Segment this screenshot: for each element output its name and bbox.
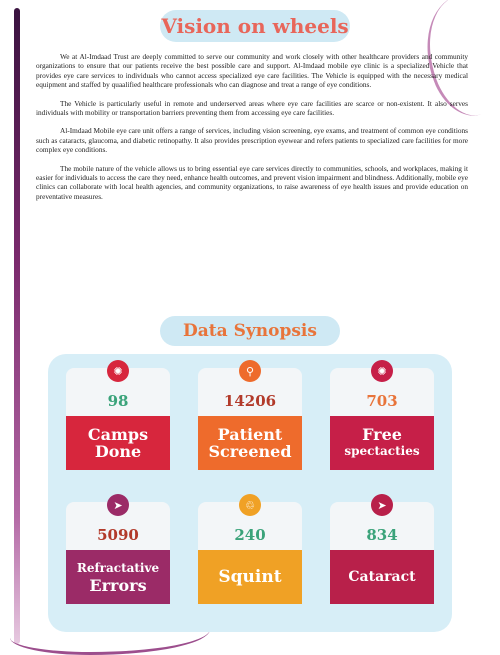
intro-text (36, 52, 468, 210)
page-title: Vision on wheels (160, 10, 350, 42)
paragraph: The Vehicle is particularly useful in remote and underserved areas where eye care facilities are scarce or non-existent. It also serves individuals with mobility or transportation barriers preventing them from accessing eye care facilities. (36, 98, 468, 118)
stat-value: 5090 (97, 526, 139, 544)
synopsis-panel (48, 354, 452, 632)
stat-label: Screened (208, 442, 292, 461)
stat-label: Patient (217, 425, 283, 444)
stat-value: 240 (234, 526, 266, 544)
lightbulb-icon: ✺ (107, 360, 129, 382)
paragraph: We at Al-Imdaad Trust are deeply committed to serve our community and work closely with other healthcare providers and community organizations to ensure that our patients receive the best possible care and support. Al-Imdaad mobile eye clinic is a specialized Vehicle that provides eye care services to individuals who cannot access specialized eye care facilities. The Vehicle is equipped with the necessary medical equipment and staffed by quaalified healthcare professionals who can diagnose and treat a range of eye conditions. (36, 52, 468, 90)
stat-card-camps (66, 364, 170, 478)
stat-card-refractive (66, 498, 170, 612)
stat-label: Free (362, 425, 402, 444)
stat-value: 14206 (223, 392, 277, 410)
stat-label: Errors (89, 576, 147, 595)
stat-card-patients (198, 364, 302, 478)
paragraph: The mobile nature of the vehicle allows us to bring essential eye care services directly to communities, schools, and workplaces, making it easier for individuals to access the care they need, enhance health outcomes, and prevent vision impairment and blindness. Additionally, mobile eye clinics can collaborate with local health agencies, and community organizations, to raise awareness of eye health issues and provide education on preventative measures. (36, 163, 468, 201)
stat-label: Camps (87, 425, 149, 444)
stat-value: 834 (366, 526, 398, 544)
rocket-icon: ➤ (371, 494, 393, 516)
rocket-icon: ➤ (107, 494, 129, 516)
stat-value: 703 (366, 392, 398, 410)
stat-card-spectacles (330, 364, 434, 478)
stat-label: Squint (218, 566, 282, 587)
synopsis-title: Data Synopsis (160, 316, 340, 346)
paragraph: Al-Imdaad Mobile eye care unit offers a range of services, including vision screening, eye exams, and treatment of common eye conditions such as cataracts, glaucoma, and diabetic retinopathy. It also provides prescription eyewear and refers patients to specialized care facilities for more complex eye conditions. (36, 126, 468, 155)
stat-card-cataract (330, 498, 434, 612)
stat-value: 98 (107, 392, 129, 410)
recycle-icon: ♲ (239, 494, 261, 516)
stat-label: Done (94, 442, 142, 461)
stat-label: spectacties (344, 444, 420, 458)
stat-label: Refractative (76, 561, 160, 575)
lightbulb-icon: ✺ (371, 360, 393, 382)
stat-label: Cataract (348, 568, 416, 585)
stat-card-squint (198, 498, 302, 612)
decorative-frame-left (14, 8, 20, 644)
magnifier-icon: ⚲ (239, 360, 261, 382)
